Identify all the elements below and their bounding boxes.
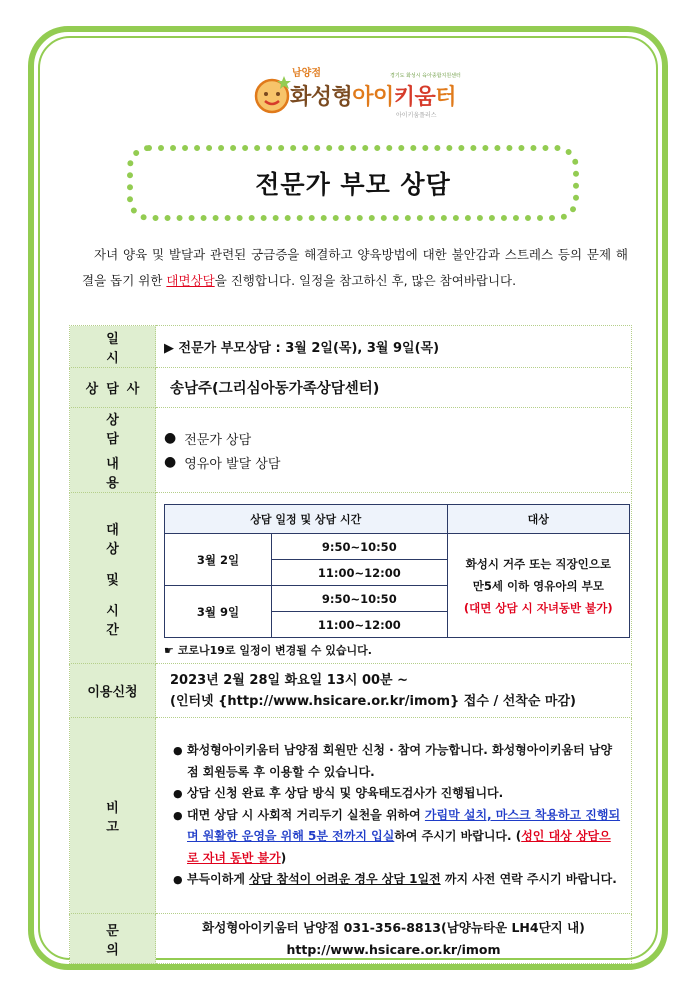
covid-note: ☛ 코로나19로 일정이 변경될 수 있습니다. [164, 644, 372, 657]
label-apply: 이용신청 [70, 664, 156, 718]
contact-url: http://www.hsicare.or.kr/imom [286, 941, 501, 957]
apply-text: 2023년 2월 28일 화요일 13시 00분 ~ (인터넷 {http://www.hsicare.or.kr/imom} 접수 / 선착순 마감) [156, 664, 632, 718]
list-item: ● 부득이하게 상담 참석이 어려운 경우 상담 1일전 까지 사전 연락 주시기 바랍니다. [173, 869, 622, 891]
remarks-cell [156, 718, 632, 914]
target-header: 대상 [447, 505, 629, 534]
list-item: ● 상담 신청 완료 후 상담 방식 및 양육태도검사가 진행됩니다. [173, 783, 622, 805]
intro-paragraph: 자녀 양육 및 발달과 관련된 궁금증을 해결하고 양육방법에 대한 불안감과 스트레스 등의 문제 해결을 돕기 위한 대면상담을 진행합니다. 일정을 참고하신 후, 많은 참여바랍니다. [82, 247, 628, 288]
schedule-time: 11:00~12:00 [272, 560, 448, 586]
schedule-table [164, 504, 630, 638]
list-item: ● 영유아 발달 상담 [164, 454, 281, 472]
logo-branch: 남양점 [292, 68, 321, 79]
intro-highlight: 대면상담 [166, 273, 215, 288]
content-list [156, 408, 632, 493]
row-target [70, 493, 632, 664]
label-content: 상 담 내 용 [70, 408, 156, 493]
title-box [127, 145, 579, 221]
row-remarks [70, 718, 632, 914]
schedule-date: 3월 2일 [165, 534, 272, 586]
target-description: 화성시 거주 또는 직장인으로 만5세 이하 영유아의 부모 (대면 상담 시 자녀동반 불가) [447, 534, 629, 638]
date-text: ▶ 전문가 부모상담 : 3월 2일(목), 3월 9일(목) [156, 326, 632, 368]
schedule-time: 11:00~12:00 [272, 612, 448, 638]
target-cell [156, 493, 632, 664]
list-item: ● 대면 상담 시 사회적 거리두기 실천을 위하여 가림막 설치, 마스크 착용하고 진행되며 원활한 운영을 위해 5분 전까지 입실하여 주시기 바랍니다. (성인 대상 상담으로 자녀 동반 불가) [173, 805, 622, 870]
info-table [69, 325, 632, 964]
logo-tagline: 아이키움플러스 [396, 112, 437, 119]
label-counselor: 상담사 [70, 368, 156, 408]
row-content [70, 408, 632, 493]
list-item: ● 화성형아이키움터 남양점 회원만 신청 · 참여 가능합니다. 화성형아이키움터 남양점 회원등록 후 이용할 수 있습니다. [173, 740, 622, 783]
list-item: ● 전문가 상담 [164, 430, 252, 448]
row-date [70, 326, 632, 368]
schedule-time: 9:50~10:50 [272, 586, 448, 612]
schedule-header: 상담 일정 및 상담 시간 [165, 505, 448, 534]
logo-org: 경기도 화성시 육아종합지원센터 [390, 73, 461, 79]
row-counselor [70, 368, 632, 408]
schedule-date: 3월 9일 [165, 586, 272, 638]
logo-name: 화성형아이키움터 [290, 85, 457, 110]
apply-link-line: (인터넷 {http://www.hsicare.or.kr/imom} 접수 / 선착순 마감) [170, 693, 576, 709]
label-date: 일 시 [70, 326, 156, 368]
label-target: 대 상 및 시 간 [70, 493, 156, 664]
label-contact: 문 의 [70, 914, 156, 964]
counselor-text: 송남주(그리심아동가족상담센터) [156, 368, 632, 408]
page-title: 전문가 부모 상담 [255, 170, 451, 199]
row-apply [70, 664, 632, 718]
center-logo [250, 62, 490, 124]
contact-text: 화성형아이키움터 남양점 031-356-8813(남양뉴타운 LH4단지 내) http://www.hsicare.or.kr/imom [156, 914, 632, 964]
label-remarks: 비 고 [70, 718, 156, 914]
row-contact [70, 914, 632, 964]
schedule-time: 9:50~10:50 [272, 534, 448, 560]
remarks-list [157, 734, 630, 897]
